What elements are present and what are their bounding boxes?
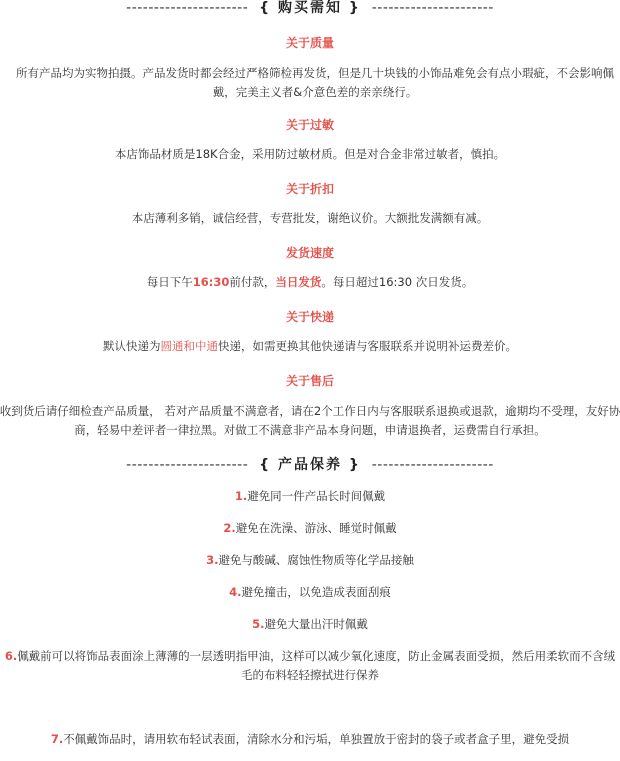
care-item-text: 佩戴前可以将饰品表面涂上薄薄的一层透明指甲油，这样可以减少氧化速度，防止金属表面受损，然后用柔软而不含绒毛的布料轻轻擦拭进行保养 — [17, 649, 616, 682]
section-title-purchase-notice: 购买需知 — [278, 0, 342, 16]
care-item — [4, 647, 616, 685]
care-item-text: 避免同一件产品长时间佩戴 — [247, 489, 386, 503]
care-item-number: 5. — [252, 617, 265, 631]
care-item-number: 1. — [234, 489, 248, 503]
section-title-product-care: 产品保养 — [278, 457, 342, 473]
care-item — [0, 487, 620, 506]
care-item-text: 避免在洗澡、游泳、睡觉时佩戴 — [235, 521, 397, 535]
paragraph-discount: 本店薄利多销，诚信经营，专营批发，谢绝议价。大额批发满额有减。 — [131, 211, 489, 225]
divider-dashes-left: ---------------------- — [126, 457, 249, 473]
divider-dashes-right: ---------------------- — [371, 0, 494, 16]
care-item — [0, 615, 620, 634]
paragraph-express — [0, 337, 620, 356]
care-item-text: 避免撞击，以免造成表面刮痕 — [241, 585, 391, 599]
heading-allergy: 关于过敏 — [285, 118, 334, 132]
care-item-number: 7. — [50, 732, 64, 746]
care-item-number: 3. — [206, 553, 219, 567]
paragraph-shipping-speed — [0, 273, 620, 292]
section-divider-purchase-notice: ---------------------- { 购买需知 } ---------------------- — [126, 0, 494, 16]
shipping-text-2: 前付款， — [229, 275, 276, 289]
care-item-text: 避免大量出汗时佩戴 — [264, 617, 368, 631]
divider-dashes-left: ---------------------- — [126, 0, 249, 16]
care-item-number: 6. — [4, 649, 18, 663]
heading-express: 关于快递 — [285, 310, 334, 324]
care-item — [0, 551, 620, 570]
express-carriers: 圆通和中通 — [160, 339, 218, 353]
care-item — [0, 519, 620, 538]
heading-shipping-speed: 发货速度 — [285, 246, 334, 260]
section-divider-product-care: ---------------------- { 产品保养 } ---------------------- — [126, 457, 494, 473]
express-text-1: 默认快递为 — [103, 339, 161, 353]
paragraph-allergy: 本店饰品材质是18K合金，采用防过敏材质。但是对合金非常过敏者，慎拍。 — [114, 147, 506, 161]
care-item-text: 不佩戴饰品时，请用软布轻试表面，清除水分和污垢，单独置放于密封的袋子或者盒子里，避免受损 — [63, 732, 570, 746]
shipping-cutoff-time: 16:30 — [192, 275, 230, 289]
shipping-text-3: 。每日超过16:30 次日发货。 — [321, 275, 474, 289]
divider-dashes-right: ---------------------- — [371, 457, 494, 473]
care-item-text: 避免与酸碱、腐蚀性物质等化学品接触 — [218, 553, 414, 567]
paragraph-quality: 所有产品均为实物拍摄。产品发货时都会经过严格筛检再发货，但是几十块钱的小饰品难免会有点小瑕疵，不会影响佩戴，完美主义者&介意色差的亲亲绕行。 — [16, 66, 614, 99]
shipping-same-day: 当日发货 — [275, 275, 322, 289]
heading-discount: 关于折扣 — [285, 182, 334, 196]
care-item-number: 2. — [223, 521, 236, 535]
care-item — [0, 730, 620, 749]
care-item — [0, 583, 620, 602]
heading-quality: 关于质量 — [285, 36, 334, 50]
heading-after-sale: 关于售后 — [285, 374, 334, 388]
paragraph-after-sale: 收到货后请仔细检查产品质量， 若对产品质量不满意者，请在2个工作日内与客服联系退换或退款，逾期均不受理，友好协商，轻易中差评者一律拉黑。对做工不满意非产品本身问题，申请退换者，运费需自行承担。 — [0, 404, 620, 437]
shipping-text-1: 每日下午 — [146, 275, 193, 289]
care-item-number: 4. — [229, 585, 242, 599]
express-text-2: 快递，如需更换其他快递请与客服联系并说明补运费差价。 — [218, 339, 517, 353]
